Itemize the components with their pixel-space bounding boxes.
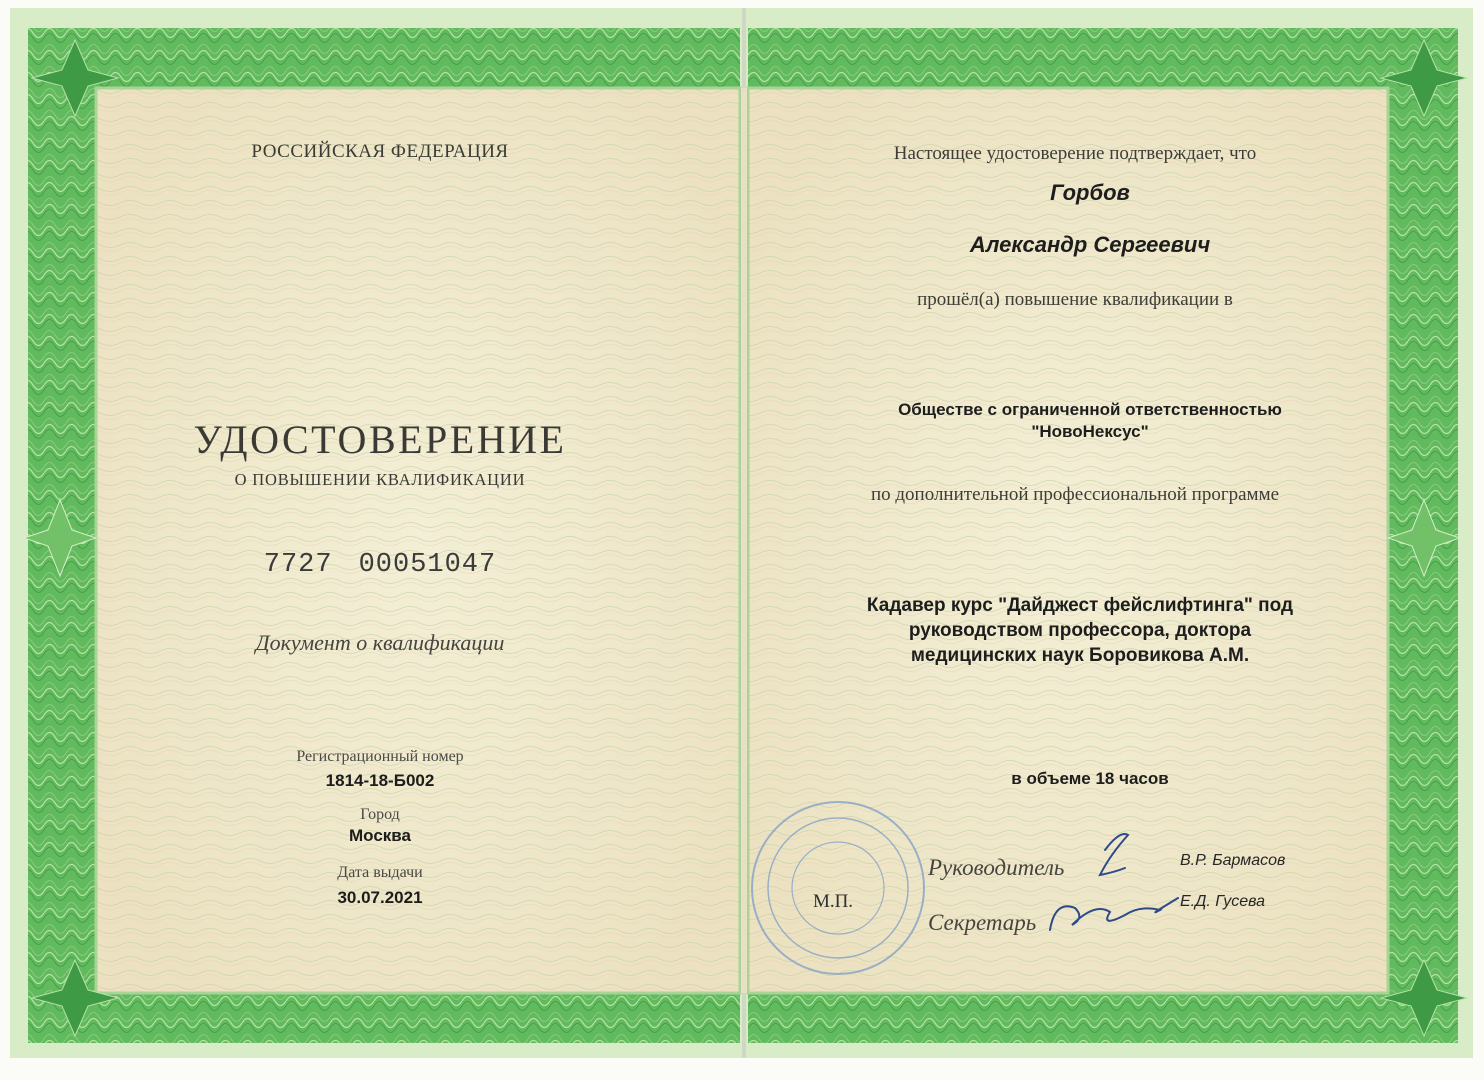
city-label: Город xyxy=(360,806,400,823)
reg-number-value: 1814-18-Б002 xyxy=(325,771,435,790)
issue-date-label: Дата выдачи xyxy=(337,864,423,881)
organization-line-2: "НовоНексус" xyxy=(1031,422,1149,441)
issue-date-value: 30.07.2021 xyxy=(337,888,423,907)
document-type: Документ о квалификации xyxy=(255,630,505,655)
country-heading: РОССИЙСКАЯ ФЕДЕРАЦИЯ xyxy=(251,141,509,162)
holder-given-names: Александр Сергеевич xyxy=(969,232,1211,257)
passed-text: прошёл(а) повышение квалификации в xyxy=(917,289,1233,310)
organization-line-1: Обществе с ограниченной ответственностью xyxy=(898,400,1282,419)
course-volume: в объеме 18 часов xyxy=(1011,769,1169,788)
intro-text: Настоящее удостоверение подтверждает, что xyxy=(893,143,1257,164)
reg-number-label: Регистрационный номер xyxy=(296,748,464,765)
document-title: УДОСТОВЕРЕНИЕ xyxy=(193,417,567,462)
blank-number xyxy=(230,550,530,580)
blank-series: 7727 xyxy=(263,550,333,580)
head-label: Руководитель xyxy=(928,855,1065,880)
program-intro: по дополнительной профессиональной программе xyxy=(870,484,1280,505)
head-name: В.Р. Бармасов xyxy=(1180,852,1286,869)
course-line-3: медицинских наук Боровикова А.М. xyxy=(910,645,1250,666)
seal-place-label: М.П. xyxy=(812,891,854,912)
course-line-1: Кадавер курс "Дайджест фейслифтинга" под xyxy=(866,595,1294,616)
secretary-label: Секретарь xyxy=(928,910,1037,935)
document-subtitle: О ПОВЫШЕНИИ КВАЛИФИКАЦИИ xyxy=(234,470,526,489)
blank-serial: 00051047 xyxy=(358,550,497,580)
course-line-2: руководством профессора, доктора xyxy=(908,620,1252,641)
secretary-name: Е.Д. Гусева xyxy=(1180,893,1266,910)
holder-surname: Горбов xyxy=(1050,180,1130,205)
city-value: Москва xyxy=(349,826,411,845)
